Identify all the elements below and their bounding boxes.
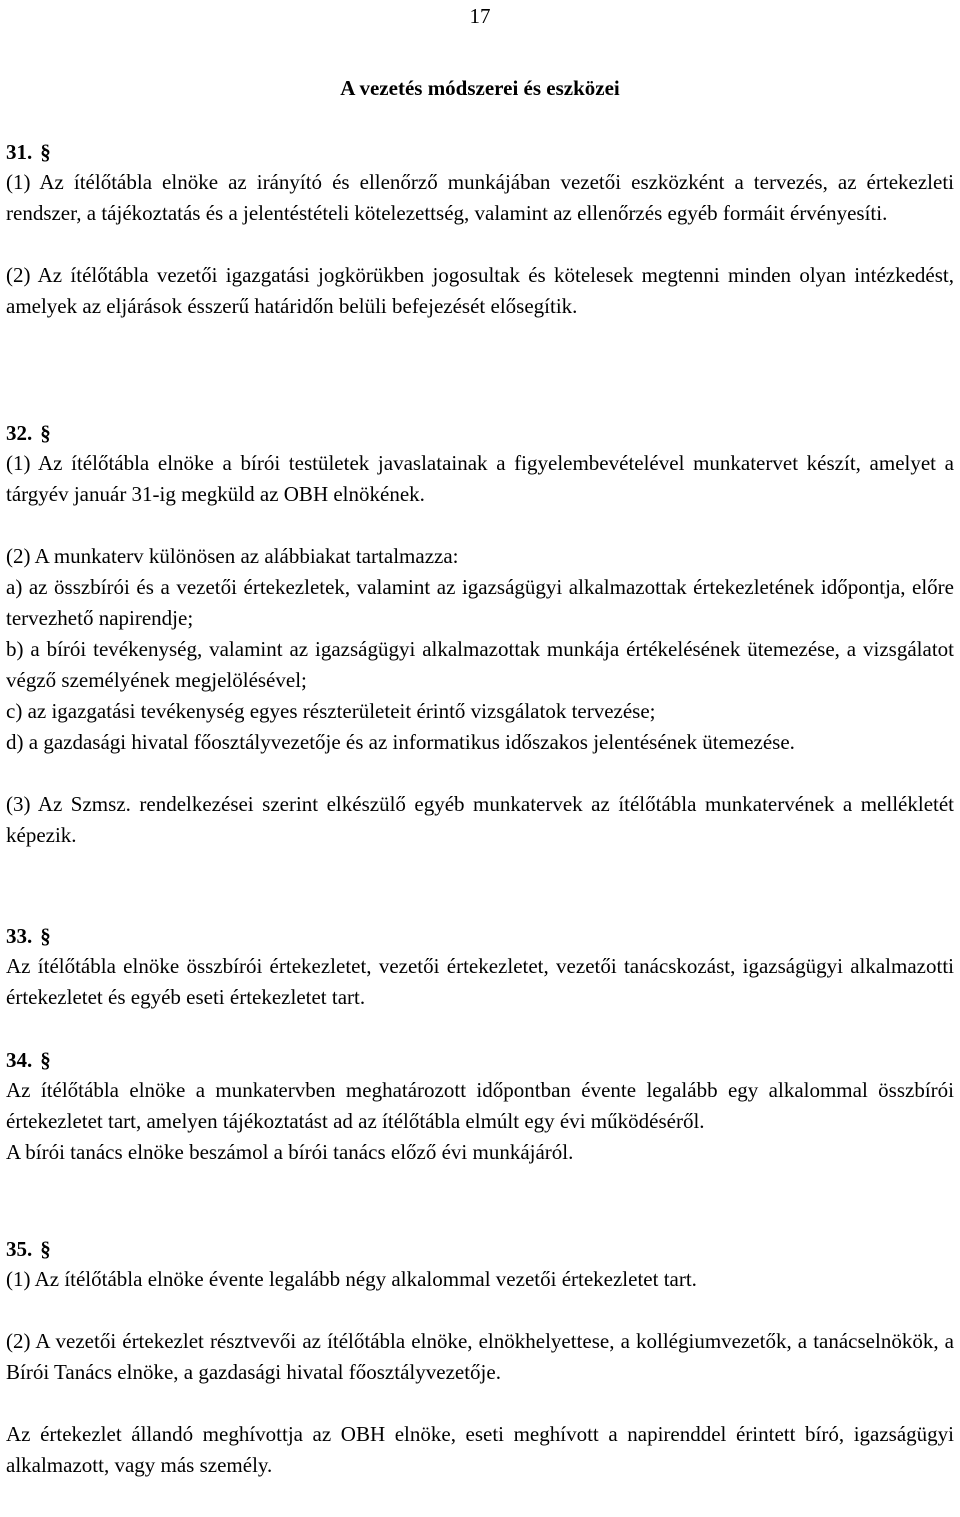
section-number: 33.	[6, 924, 33, 948]
paragraph: A bírói tanács elnöke beszámol a bírói tanács előző évi munkájáról.	[6, 1140, 574, 1164]
section-heading	[6, 921, 954, 951]
section-number: 32.	[6, 421, 33, 445]
list-intro: (2) A munkaterv különösen az alábbiakat tartalmazza:	[6, 544, 459, 568]
list-item: c) az igazgatási tevékenység egyes részterületeit érintő vizsgálatok tervezése;	[6, 699, 656, 723]
paragraph: (2) A vezetői értekezlet résztvevői az ítélőtábla elnöke, elnökhelyettese, a kollégiumvezetők, a tanácselnökök, a Bírói Tanács elnöke, a gazdasági hivatal főosztályvezetője.	[6, 1329, 954, 1384]
page-number: 17	[469, 4, 491, 28]
paragraph-sign-icon: §	[40, 1237, 51, 1261]
section-32	[6, 418, 954, 851]
section-number: 35.	[6, 1237, 33, 1261]
paragraph: Az ítélőtábla elnöke a munkatervben meghatározott időpontban évente legalább egy alkalommal összbírói értekezletet tart, amelyen tájékoztatást ad az ítélőtábla elmúlt egy évi működéséről.	[6, 1078, 954, 1133]
paragraph-sign-icon: §	[40, 924, 51, 948]
section-35	[6, 1234, 954, 1481]
paragraph: Az ítélőtábla elnöke összbírói értekezletet, vezetői értekezletet, vezetői tanácskozást, igazságügyi alkalmazotti értekezletet és egyéb eseti értekezletet tart.	[6, 954, 954, 1009]
section-34	[6, 1045, 954, 1168]
section-31	[6, 137, 954, 322]
section-33	[6, 921, 954, 1013]
section-heading	[6, 137, 954, 167]
section-heading	[6, 1045, 954, 1075]
document-title: A vezetés módszerei és eszközei	[340, 76, 620, 100]
section-heading	[6, 1234, 954, 1264]
list-item: d) a gazdasági hivatal főosztályvezetője és az informatikus időszakos jelentésének ütemezése.	[6, 730, 795, 754]
list-item: b) a bírói tevékenység, valamint az igazságügyi alkalmazottak munkája értékelésének ütemezése, a vizsgálatot végző személyének megjelölésével;	[6, 637, 954, 692]
paragraph: (1) Az ítélőtábla elnöke a bírói testületek javaslatainak a figyelembevételével munkatervet készít, amelyet a tárgyév január 31-ig megküld az OBH elnökének.	[6, 451, 954, 506]
paragraph: (1) Az ítélőtábla elnöke évente legalább négy alkalommal vezetői értekezletet tart.	[6, 1267, 697, 1291]
paragraph-sign-icon: §	[40, 1048, 51, 1072]
paragraph: Az értekezlet állandó meghívottja az OBH elnöke, eseti meghívott a napirenddel érintett bíró, igazságügyi alkalmazott, vagy más személy.	[6, 1422, 954, 1477]
section-heading	[6, 418, 954, 448]
list-item: a) az összbírói és a vezetői értekezletek, valamint az igazságügyi alkalmazottak értekezletének időpontja, előre tervezhető napirendje;	[6, 575, 954, 630]
paragraph: (3) Az Szmsz. rendelkezései szerint elkészülő egyéb munkatervek az ítélőtábla munkatervének a mellékletét képezik.	[6, 792, 954, 847]
section-number: 34.	[6, 1048, 33, 1072]
paragraph-sign-icon: §	[40, 421, 51, 445]
section-number: 31.	[6, 140, 33, 164]
paragraph: (1) Az ítélőtábla elnöke az irányító és ellenőrző munkájában vezetői eszközként a tervezés, az értekezleti rendszer, a tájékoztatás és a jelentéstételi kötelezettség, valamint az ellenőrzés egyéb formáit érvényesíti.	[6, 170, 954, 225]
paragraph-sign-icon: §	[40, 140, 51, 164]
paragraph: (2) Az ítélőtábla vezetői igazgatási jogkörükben jogosultak és kötelesek megtenni minden olyan intézkedést, amelyek az eljárások ésszerű határidőn belüli befejezését elősegítik.	[6, 263, 954, 318]
